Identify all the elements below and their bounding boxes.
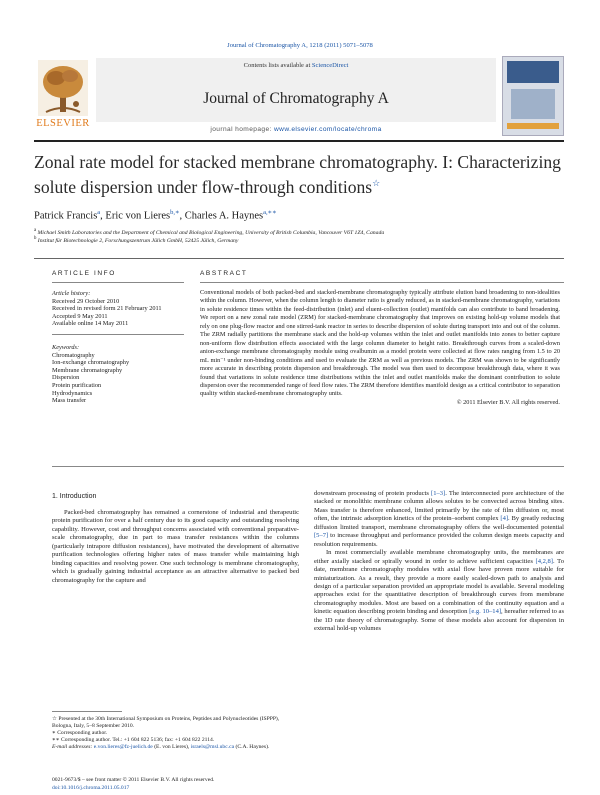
keyword: Mass transfer	[52, 397, 87, 405]
author[interactable]: Patrick Francis	[34, 210, 98, 222]
paragraph: Packed-bed chromatography has remained a cornerstone of industrial and therapeutic protein purification for over a half century due to its good capacity and outstanding resolving capability. However, cost and throughput concerns associated with conventional preparative-scale chromatography, due in part to mass transfer resistances within the columns (particularly intrapore diffusion resistances), have motivated the development of alternative purification technologies offering higher rates of mass transfer while maintaining high binding capacities and resolving power. One such technology is membrane chromatography, which is gradually gaining industrial acceptance as an attractive alternative to packed bed chromatography for the capture and	[52, 509, 299, 584]
elsevier-logo-text: ELSEVIER	[36, 118, 90, 129]
history-item: Received in revised form 21 February 2011	[52, 305, 162, 313]
citation-link[interactable]: [1–3]	[431, 490, 446, 497]
footnote-emails: E-mail addresses: e.von.lieres@fz-juelich.de (E. von Lieres), israels@msl.ubc.ca (C.A. Haynes).	[52, 744, 270, 750]
history-item: Accepted 9 May 2011	[52, 312, 108, 320]
keyword: Hydrodynamics	[52, 389, 93, 397]
affiliation: $^b$ Institut für Biotechnologie 2, Forschungszentrum Jülich GmbH, 52425 Jülich, Germany	[34, 236, 239, 244]
abstract-heading: ABSTRACT	[200, 270, 248, 277]
issn-line: 0021-9673/$ – see front matter © 2011 Elsevier B.V. All rights reserved.	[52, 777, 215, 783]
elsevier-logo	[34, 56, 92, 134]
section-rule	[34, 258, 564, 259]
article-info	[52, 290, 184, 405]
history-item: Received 29 October 2010	[52, 297, 120, 305]
footnote: ∗∗ Corresponding author. Tel.: +1 604 822 5136; fax: +1 604 822 2114.	[52, 737, 215, 743]
footnote: ∗ Corresponding author.	[52, 730, 108, 736]
history-item: Available online 14 May 2011	[52, 320, 129, 328]
email-link[interactable]: israels@msl.ubc.ca	[190, 744, 235, 750]
info-divider	[52, 334, 184, 335]
journal-cover-image	[502, 56, 564, 136]
footnotes	[52, 716, 299, 751]
contents-line: Contents lists available at ScienceDirect	[243, 62, 349, 69]
keyword: Dispersion	[52, 374, 80, 382]
history-label: Article history:	[52, 290, 91, 297]
body-column-left	[52, 509, 299, 585]
paragraph: downstream processing of protein products [1–3]. The interconnected pore architecture of the stacked or monolithic membrane column allows solutes to be convected across binding sites. Mass transfer is therefore enhanced, limited primarily by the rate of film diffusion or, most often, the intrinsic adsorption kinetics of the protein–sorbent complex [4]. By greatly reducing diffusion limited transport, membrane chromatography offers the well-documented potential [5–7] to increase throughput and performance provided the column design meets capacity and resolution requirements.	[314, 490, 564, 548]
keyword: Protein purification	[52, 381, 102, 389]
abstract-end-rule	[52, 466, 564, 467]
paragraph: In most commercially available membrane chromatography units, the membranes are either axially stacked or spirally wound in order to achieve sufficient capacities [4,2,8]. To date, membrane chromatography modules with axial flow have proven more suitable for miniaturization. As a result, they provide a more easily scaled-down path to analysis and design of a particular separation provided an appropriate model is available. Several modeling approaches exist for the quantitative description of breakthrough curves from membrane chromatography modules. Most are based on a combination of the continuity equation and a kinetic equation describing protein binding and desorption [e.g. 10–14], hereafter referred to as the 1D rate theory of chromatography. Some of these models also account for dispersion in external hold-up volumes	[314, 549, 564, 633]
elsevier-tree-icon	[38, 60, 88, 116]
article-title: Zonal rate model for stacked membrane chromatography. I: Characterizing solute dispersion under flow-through conditions☆	[34, 152, 561, 197]
journal-name: Journal of Chromatography A	[203, 90, 389, 107]
journal-homepage: journal homepage: www.elsevier.com/locate/chroma	[210, 126, 382, 133]
keyword: Membrane chromatography	[52, 366, 123, 374]
citation-link[interactable]: [4]	[500, 515, 509, 523]
citation-link[interactable]: [5–7]	[314, 532, 329, 540]
journal-banner	[96, 58, 496, 122]
journal-citation[interactable]: Journal of Chromatography A, 1218 (2011) 5071–5078	[227, 42, 373, 49]
keyword: Ion-exchange chromatography	[52, 359, 130, 367]
author[interactable]: Charles A. Haynes	[184, 210, 264, 222]
abstract-body	[200, 289, 560, 407]
citation-link[interactable]: [4,2,8]	[535, 557, 553, 565]
section-heading-introduction: 1. Introduction	[52, 493, 97, 500]
article-info-rule	[52, 282, 184, 283]
keywords-label: Keywords:	[52, 343, 80, 351]
doi-link[interactable]: doi:10.1016/j.chroma.2011.05.017	[52, 785, 130, 791]
body-column-right	[314, 490, 564, 634]
title-footnote-marker[interactable]: ☆	[372, 178, 381, 188]
sciencedirect-link[interactable]: ScienceDirect	[311, 62, 349, 69]
affiliation: $^a$ Michael Smith Laboratories and the Department of Chemical and Biological Engineering, University of British Columbia, Vancouver V6T 1Z4, Canada	[34, 228, 385, 236]
article-info-heading: ARTICLE INFO	[52, 270, 116, 277]
footnote: ☆ Presented at the 30th International Symposium on Proteins, Peptides and Polynucleotides (ISPPP), Bologna, Italy, 5–8 September 2010.	[52, 716, 280, 729]
abstract-rule	[200, 282, 564, 283]
masthead	[34, 56, 564, 136]
author-list: Patrick Francis$^a$, Eric von Lieres$^{b,∗}$, Charles A. Haynes$^{a,∗∗}$	[34, 209, 277, 222]
copyright: © 2011 Elsevier B.V. All rights reserved.	[456, 398, 560, 406]
header-rule	[34, 140, 564, 142]
abstract-text: Conventional models of both packed-bed and stacked-membrane chromatography typically attribute elution band broadening to non-idealities within the column. However, when the column length to diameter ratio is greatly reduced, as in stacked-membrane chromatography, variations in solute residence times within the feed-distribution (inlet) and eluent-collection (outlet) manifolds can also contribute to band broadening. We report on a new zonal rate model (ZRM) for stacked-membrane chromatography that improves on existing hold-up volume models that rely on one plug-flow reactor and one stirred-tank reactor in series to describe dispersion of solute during transport into and out of the column. The ZRM radially partitions the membrane stack and the hold-up volumes within the inlet and outlet manifolds into zones to better capture non-uniform flow distribution effects associated with the large column diameter to height ratio. Breakthrough curves from a scaled-down anion-exchange membrane chromatography module using ovalbumin as a model protein were collected at flow rates ranging from 1.5 to 20 mL min⁻¹ under non-binding conditions and used to evaluate the ZRM as well as previous models. The ZRM was shown to be significantly more accurate in describing protein dispersion and breakthrough. The model was then used to decompose breakthrough data, where it was found that variations in solute residence time distributions within the inlet and outlet manifolds make the dominant contribution to solute dispersion over the recommended range of feed flow rates. The ZRM therefore identifies manifold design as a critical contributor to separation quality within stacked-membrane chromatography units.	[200, 289, 560, 398]
footnote-rule	[52, 711, 122, 712]
citation-link[interactable]: [e.g. 10–14]	[469, 608, 502, 616]
author[interactable]: Eric von Lieres	[105, 210, 171, 222]
keyword: Chromatography	[52, 351, 95, 359]
homepage-link[interactable]: www.elsevier.com/locate/chroma	[274, 126, 382, 133]
email-link[interactable]: e.von.lieres@fz-juelich.de	[93, 744, 153, 750]
